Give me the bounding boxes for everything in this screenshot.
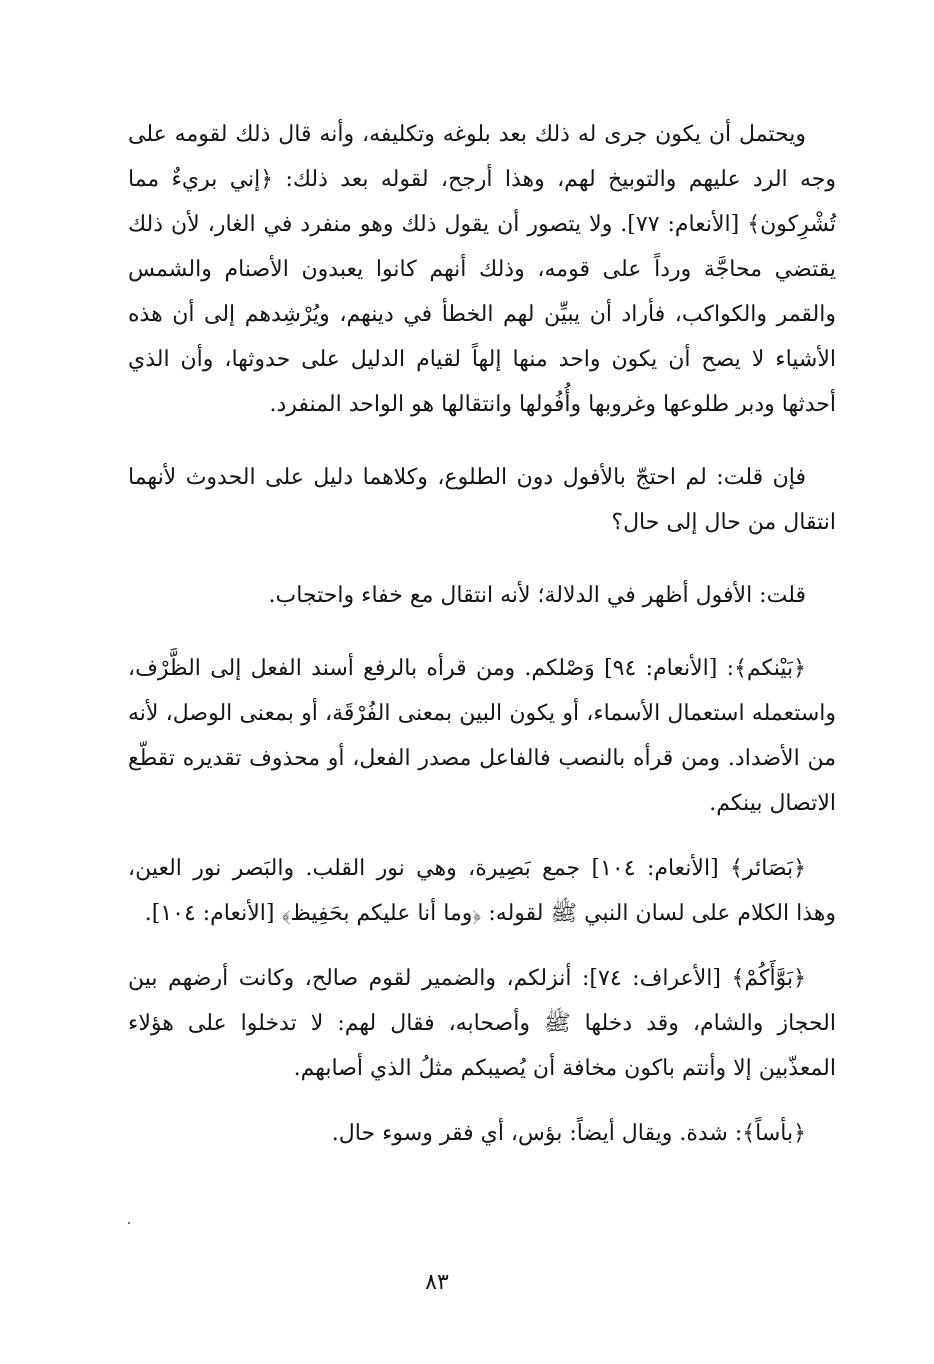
paragraph-basair: ﴿بَصَائر﴾ [الأنعام: ١٠٤] جمع بَصِيرة، وهي نور القلب. والبَصر نور العين، وهذا الكلام على لسان النبي ﷺ لقوله: ﴿وما أنا عليكم بحَفِيظ﴾ [الأنعام: ١٠٤]. — [128, 856, 836, 926]
paragraph-baynakum: ﴿بَيْنكم﴾: [الأنعام: ٩٤] وَصْلكم. ومن قرأه بالرفع أسند الفعل إلى الظَّرْف، واستعمله استعمال الأسماء، أو يكون البين بمعنى الفُرْقَة، أو بمعنى الوصل، لأنه من الأضداد. ومن قرأه بالنصب فالفاعل مصدر الفعل، أو محذوف تقديره تقطّع الاتصال بينكم. — [128, 656, 836, 816]
paragraph-answer-afool: قلت: الأفول أظهر في الدلالة؛ لأنه انتقال مع خفاء واحتجاب. — [268, 583, 806, 608]
scan-speck — [128, 1222, 130, 1224]
paragraph-ibrahim-argument: ويحتمل أن يكون جرى له ذلك بعد بلوغه وتكليفه، وأنه قال ذلك لقومه على وجه الرد عليهم والتوبيخ لهم، وهذا أرجح، لقوله بعد ذلك: ﴿إني بريءٌ مما تُشْرِكون﴾ [الأنعام: ٧٧]. ولا يتصور أن يقول ذلك وهو منفرد في الغار، لأن ذلك يقتضي محاجَّة ورداً على قومه، وذلك أنهم كانوا يعبدون الأصنام والشمس والقمر والكواكب، فأراد أن يبيِّن لهم الخطأ في دينهم، ويُرْشِدهم إلى أن هذه الأشياء لا يصح أن يكون واحد منها إلهاً لقيام الدليل على حدوثها، وأن الذي أحدثها ودبر طلوعها وغروبها وأُفُولها وانتقالها هو الواحد المنفرد. — [128, 122, 836, 417]
paragraph-question-afool: فإن قلت: لم احتجّ بالأفول دون الطلوع، وكلاهما دليل على الحدوث لأنهما انتقال من حال إلى حال؟ — [128, 465, 836, 535]
paragraph-bawwaakum: ﴿بَوَّأَكُمْ﴾ [الأعراف: ٧٤]: أنزلكم، والضمير لقوم صالح، وكانت أرضهم بين الحجاز والشام، وقد دخلها ﷺ وأصحابه، فقال لهم: لا تدخلوا على هؤلاء المعذّبين إلا وأنتم باكون مخافة أن يُصيبكم مثلُ الذي أصابهم. — [128, 966, 836, 1081]
page-number: ٨٣ — [425, 1270, 449, 1295]
paragraph-basan: ﴿بأساً﴾: شدة. ويقال أيضاً: بؤس، أي فقر وسوء حال. — [331, 1121, 806, 1146]
page-body — [128, 112, 836, 1156]
